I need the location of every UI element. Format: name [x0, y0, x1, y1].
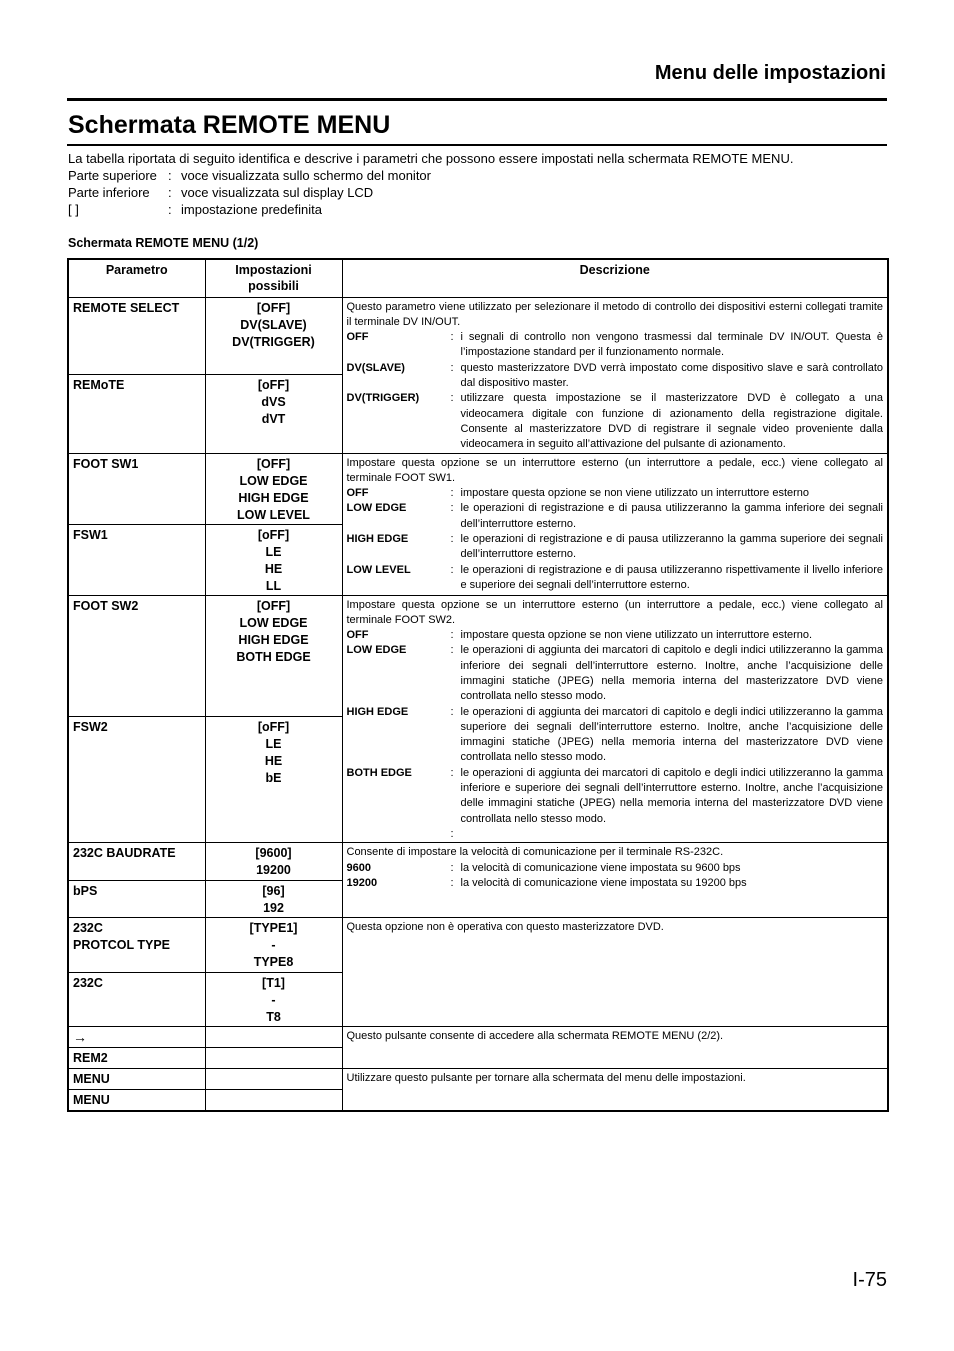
table-row — [68, 843, 888, 881]
table-row — [68, 1069, 888, 1090]
param-lower: MENU — [68, 1090, 205, 1111]
option-line: HIGH EDGE : le operazioni di aggiunta dei marcatori di capitolo e degli indici utilizzeranno la gamma superiore dei segnali dell’interruttore esterno. Inoltre, anche l’acquisizione delle immagini statiche (JPEG) nella memoria interna del masterizzatore DVD viene controllata nello stesso modo. — [347, 705, 884, 766]
legend-key: [ ] — [68, 202, 79, 217]
option-line: LOW EDGE : le operazioni di aggiunta dei marcatori di capitolo e degli indici utilizzeranno la gamma inferiore dei segnali dell’interruttore esterno. Inoltre, anche l’acquisizione delle immagini statiche (JPEG) nella memoria interna del masterizzatore DVD viene controllata nello stesso modo. — [347, 643, 884, 704]
value-item: dVT — [261, 411, 286, 426]
option-line: OFF : impostare questa opzione se non viene utilizzato un interruttore esterno — [347, 486, 884, 501]
param-lower: FSW1 — [68, 524, 205, 595]
description-intro: Impostare questa opzione se un interruttore esterno (un interruttore a pedale, ecc.) viene collegato al terminale FOOT SW2. — [346, 598, 883, 626]
description-intro: Consente di impostare la velocità di comunicazione per il terminale RS-232C. — [346, 846, 724, 859]
option-key: DV(SLAVE) — [346, 361, 405, 374]
option-text: i segnali di controllo non vengono trasmessi dal terminale DV IN/OUT. Questa è l’impostazione standard per il funzionamento normale. — [460, 331, 883, 359]
value-item: [T1] — [262, 976, 285, 991]
value-item: LE — [265, 736, 282, 751]
param-upper — [68, 918, 205, 973]
option-line: HIGH EDGE : le operazioni di registrazione e di pausa utilizzeranno la gamma superiore dei segnali dell’interruttore esterno. — [347, 532, 884, 563]
option-key — [347, 827, 451, 842]
option-text: impostare questa opzione se non viene utilizzato un interruttore esterno — [460, 487, 810, 500]
value-item: 192 — [263, 901, 284, 916]
param-upper: 232C BAUDRATE — [68, 843, 205, 881]
legend-key: Parte inferiore — [68, 185, 150, 200]
option-line: BOTH EDGE : le operazioni di aggiunta dei marcatori di capitolo e degli indici utilizzeranno la gamma inferiore e superiore dei segnali dell’interruttore esterno. Inoltre, anche l’acquisizione delle immagini statiche (JPEG) nella memoria interna del masterizzatore DVD viene controllata nello stesso modo. — [347, 766, 884, 827]
table-title: Schermata REMOTE MENU (1/2) — [68, 236, 259, 250]
legend-value: voce visualizzata sul display LCD — [181, 185, 374, 200]
header-rule — [67, 98, 887, 101]
description-intro: Questa opzione non è operativa con questo masterizzatore DVD. — [346, 921, 664, 934]
value-item: T8 — [266, 1010, 281, 1025]
option-line: DV(TRIGGER) : utilizzare questa impostazione se il masterizzatore DVD è collegato a una videocamera digitale con funzione di azionamento della registrazione digitale. Consente al masterizzatore DVD di registrare il segnale video proveniente dalla videocamera in seguito all’attivazione del pulsante di azionamento. — [347, 391, 884, 452]
option-key: 9600 — [346, 861, 371, 874]
description-intro: Impostare questa opzione se un interruttore esterno (un interruttore a pedale, ecc.) viene collegato al terminale FOOT SW1. — [346, 456, 883, 484]
value-item: [oFF] — [257, 377, 290, 392]
values-lower — [205, 1090, 342, 1111]
option-key: OFF — [346, 331, 369, 344]
description-cell — [342, 843, 888, 918]
option-line: 19200 : la velocità di comunicazione viene impostata su 19200 bps — [347, 876, 884, 891]
param-lower: bPS — [68, 881, 205, 918]
legend-separator: : — [168, 202, 172, 217]
value-item: - — [271, 938, 276, 953]
option-text: le operazioni di registrazione e di pausa utilizzeranno la gamma superiore dei segnali dell’interruttore esterno. — [460, 532, 883, 561]
value-item: HIGH EDGE — [238, 632, 309, 647]
option-line: : — [347, 827, 884, 842]
option-text: le operazioni di registrazione e di pausa utilizzeranno rispettivamente il livello inferiore e superiore dei segnali dell’interruttore esterno. — [460, 563, 883, 591]
description-cell — [342, 1027, 888, 1069]
value-item: - — [271, 993, 276, 1008]
legend-value: impostazione predefinita — [181, 202, 322, 217]
option-key: BOTH EDGE — [346, 766, 412, 779]
option-key: 19200 — [346, 876, 378, 889]
value-item: HIGH EDGE — [238, 490, 309, 505]
param-line: 232C — [73, 921, 103, 936]
values-upper — [205, 1027, 342, 1048]
option-line: DV(SLAVE) : questo masterizzatore DVD verrà impostato come dispositivo slave e sarà controllato dal dispositivo master. — [347, 361, 884, 392]
header-parametro: Parametro — [68, 259, 205, 297]
value-item: DV(SLAVE) — [240, 317, 307, 332]
value-item: [TYPE1] — [249, 921, 298, 936]
table-row — [68, 1027, 888, 1048]
title-rule — [67, 144, 887, 146]
legend-key: Parte superiore — [68, 168, 157, 183]
value-item: BOTH EDGE — [236, 649, 311, 664]
values-upper — [205, 1069, 342, 1090]
description-cell — [342, 1069, 888, 1111]
param-lower: REM2 — [68, 1048, 205, 1069]
value-item: [OFF] — [256, 598, 291, 613]
table-row — [68, 297, 888, 374]
param-upper: FOOT SW1 — [68, 453, 205, 524]
value-item: TYPE8 — [253, 955, 294, 970]
option-key: HIGH EDGE — [346, 532, 409, 545]
value-item: HE — [264, 753, 283, 768]
option-text: le operazioni di aggiunta dei marcatori di capitolo e degli indici utilizzeranno la gamma inferiore e superiore dei segnali dell’interruttore esterno. Inoltre, anche l’acquisizione delle immagini statiche (JPEG) nella memoria interna del masterizzatore DVD viene controllata nello stesso modo. — [460, 766, 883, 825]
table-row — [68, 918, 888, 973]
table-row — [68, 595, 888, 716]
table-header-row — [68, 259, 888, 297]
value-item: bE — [265, 770, 282, 785]
table-row — [68, 453, 888, 524]
value-item: [oFF] — [257, 527, 290, 542]
option-text: questo masterizzatore DVD verrà impostato come dispositivo slave e sarà controllato dal dispositivo master. — [460, 361, 883, 389]
param-lower: REMoTE — [68, 374, 205, 453]
header-impostazioni-line1: Impostazioni — [235, 263, 312, 277]
values-lower — [205, 716, 342, 843]
option-text — [461, 827, 884, 842]
description-cell — [342, 453, 888, 595]
value-item: LOW EDGE — [239, 473, 308, 488]
values-upper — [205, 918, 342, 973]
legend-value: voce visualizzata sullo schermo del monitor — [181, 168, 431, 183]
values-lower — [205, 973, 342, 1027]
option-key: LOW EDGE — [346, 644, 407, 657]
description-cell — [342, 297, 888, 453]
arrow-right-icon: → — [68, 1027, 205, 1048]
value-item: LOW LEVEL — [237, 507, 310, 522]
value-item: LOW EDGE — [239, 615, 308, 630]
intro-text: La tabella riportata di seguito identifica e descrive i parametri che possono essere impostati nella schermata REMOTE MENU. — [68, 151, 794, 166]
option-text: utilizzare questa impostazione se il masterizzatore DVD è collegato a una videocamera digitale con funzione di azionamento della registrazione digitale. Consente al masterizzatore DVD di registrare il segnale video proveniente dalla videocamera in seguito all’attivazione del pulsante di azionamento. — [460, 392, 883, 451]
option-line: OFF : i segnali di controllo non vengono trasmessi dal terminale DV IN/OUT. Questa è l’impostazione standard per il funzionamento normale. — [347, 330, 884, 361]
header-descrizione: Descrizione — [342, 259, 888, 297]
param-upper: FOOT SW2 — [68, 595, 205, 716]
legend-separator: : — [168, 185, 172, 200]
option-line: LOW EDGE : le operazioni di registrazione e di pausa utilizzeranno la gamma inferiore dei segnali dell’interruttore esterno. — [347, 501, 884, 532]
section-header: Menu delle impostazioni — [654, 62, 886, 84]
option-key: DV(TRIGGER) — [346, 392, 420, 405]
remote-menu-table — [67, 258, 889, 1112]
legend-row — [68, 201, 431, 218]
legend-row — [68, 184, 431, 201]
values-upper — [205, 453, 342, 524]
values-upper — [205, 843, 342, 881]
header-impostazioni — [205, 259, 342, 297]
page-number: I-75 — [852, 1269, 887, 1291]
value-item: HE — [264, 561, 283, 576]
value-item: [9600] — [255, 846, 292, 861]
value-item: 19200 — [256, 863, 291, 878]
option-line: LOW LEVEL : le operazioni di registrazione e di pausa utilizzeranno rispettivamente il livello inferiore e superiore dei segnali dell’interruttore esterno. — [347, 563, 884, 594]
option-key: LOW LEVEL — [346, 563, 411, 576]
option-text: le operazioni di aggiunta dei marcatori di capitolo e degli indici utilizzeranno la gamma inferiore dei segnali dell’interruttore esterno. Inoltre, anche l’acquisizione delle immagini statiche (JPEG) nella memoria interna del masterizzatore DVD viene controllata nello stesso modo. — [460, 644, 883, 703]
description-cell — [342, 918, 888, 1027]
option-key: LOW EDGE — [346, 502, 407, 515]
legend — [68, 167, 431, 218]
values-lower — [205, 881, 342, 918]
description-cell — [342, 595, 888, 843]
header-impostazioni-line2: possibili — [248, 279, 299, 293]
values-lower — [205, 374, 342, 453]
option-key: OFF — [346, 629, 369, 642]
param-upper: MENU — [68, 1069, 205, 1090]
param-upper: REMOTE SELECT — [68, 297, 205, 374]
param-lower: FSW2 — [68, 716, 205, 843]
page-title: Schermata REMOTE MENU — [68, 111, 391, 139]
value-item: [96] — [262, 884, 285, 899]
option-line: 9600 : la velocità di comunicazione viene impostata su 9600 bps — [347, 861, 884, 876]
value-item: [oFF] — [257, 719, 290, 734]
option-text: la velocità di comunicazione viene impostata su 19200 bps — [460, 876, 747, 889]
option-key: OFF — [346, 487, 369, 500]
value-item: DV(TRIGGER) — [232, 334, 315, 349]
values-upper — [205, 595, 342, 716]
description-intro: Questo parametro viene utilizzato per selezionare il metodo di controllo dei dispositivi esterni collegati tramite il terminale DV IN/OUT. — [346, 300, 883, 328]
value-item: dVS — [261, 394, 286, 409]
param-line: PROTCOL TYPE — [73, 938, 171, 953]
option-key: HIGH EDGE — [346, 705, 409, 718]
legend-row — [68, 167, 431, 184]
value-item: [OFF] — [256, 456, 291, 471]
option-text: le operazioni di aggiunta dei marcatori di capitolo e degli indici utilizzeranno la gamma superiore dei segnali dell’interruttore esterno. Inoltre, anche l’acquisizione delle immagini statiche (JPEG) nella memoria interna del masterizzatore DVD viene controllata nello stesso modo. — [460, 705, 883, 764]
option-text: le operazioni di registrazione e di pausa utilizzeranno la gamma inferiore dei segnali dell’interruttore esterno. — [460, 502, 883, 530]
param-lower: 232C — [68, 973, 205, 1027]
value-item: LL — [265, 578, 282, 593]
option-text: impostare questa opzione se non viene utilizzato un interruttore esterno. — [460, 629, 813, 642]
description-intro: Questo pulsante consente di accedere alla schermata REMOTE MENU (2/2). — [346, 1030, 724, 1043]
legend-separator: : — [168, 168, 172, 183]
value-item: [OFF] — [256, 300, 291, 315]
option-text: la velocità di comunicazione viene impostata su 9600 bps — [460, 861, 741, 874]
values-upper — [205, 297, 342, 374]
description-intro: Utilizzare questo pulsante per tornare alla schermata del menu delle impostazioni. — [346, 1072, 746, 1085]
values-lower — [205, 524, 342, 595]
values-lower — [205, 1048, 342, 1069]
value-item: LE — [265, 544, 282, 559]
option-line: OFF : impostare questa opzione se non viene utilizzato un interruttore esterno. — [347, 628, 884, 643]
